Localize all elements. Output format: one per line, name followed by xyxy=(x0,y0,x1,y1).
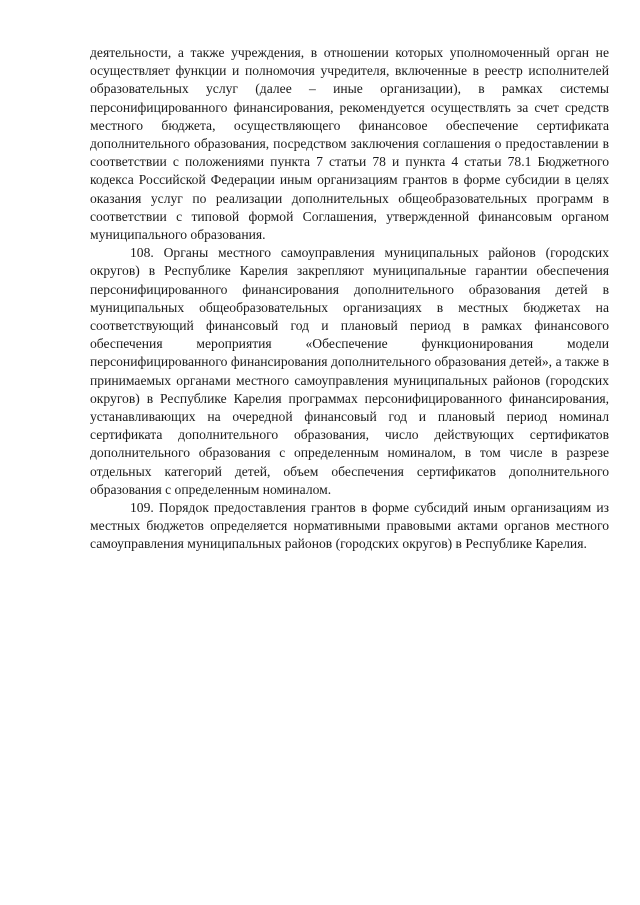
paragraph-continuation: деятельности, а также учреждения, в отношении которых уполномоченный орган не осуществляет функции и полномочия учредителя, включенные в реестр исполнителей образовательных услуг (далее – иные организации), в рамках системы персонифицированного финансирования, рекомендуется осуществлять за счет средств местного бюджета, осуществляющего финансовое обеспечение сертификата дополнительного образования, посредством заключения соглашения о предоставлении в соответствии с положениями пункта 7 статьи 78 и пункта 4 статьи 78.1 Бюджетного кодекса Российской Федерации иным организациям грантов в форме субсидии в целях оказания услуг по реализации дополнительных общеобразовательных программ в соответствии с типовой формой Соглашения, утвержденной финансовым органом муниципального образования. xyxy=(90,45,609,243)
paragraph-108: 108. Органы местного самоуправления муниципальных районов (городских округов) в Республике Карелия закрепляют муниципальные гарантии обеспечения персонифицированного финансирования дополнительного образования детей в муниципальных общеобразовательных организациях в местных бюджетах на соответствующий финансовый год и плановый период в рамках финансового обеспечения мероприятия «Обеспечение функционирования модели персонифицированного финансирования дополнительного образования детей», а также в принимаемых органами местного самоуправления муниципальных районов (городских округов) в Республике Карелия программах персонифицированного финансирования, устанавливающих на очередной финансовый год и плановый период номинал сертификата дополнительного образования, число действующих сертификатов дополнительного образования с определенным номиналом, в том числе в разрезе отдельных категорий детей, объем обеспечения сертификатов дополнительного образования с определенным номиналом. xyxy=(90,245,609,497)
document-body xyxy=(90,44,609,554)
paragraph-109: 109. Порядок предоставления грантов в форме субсидий иным организациям из местных бюджетов определяется нормативными правовыми актами органов местного самоуправления муниципальных районов (городских округов) в Республике Карелия. xyxy=(90,500,609,552)
